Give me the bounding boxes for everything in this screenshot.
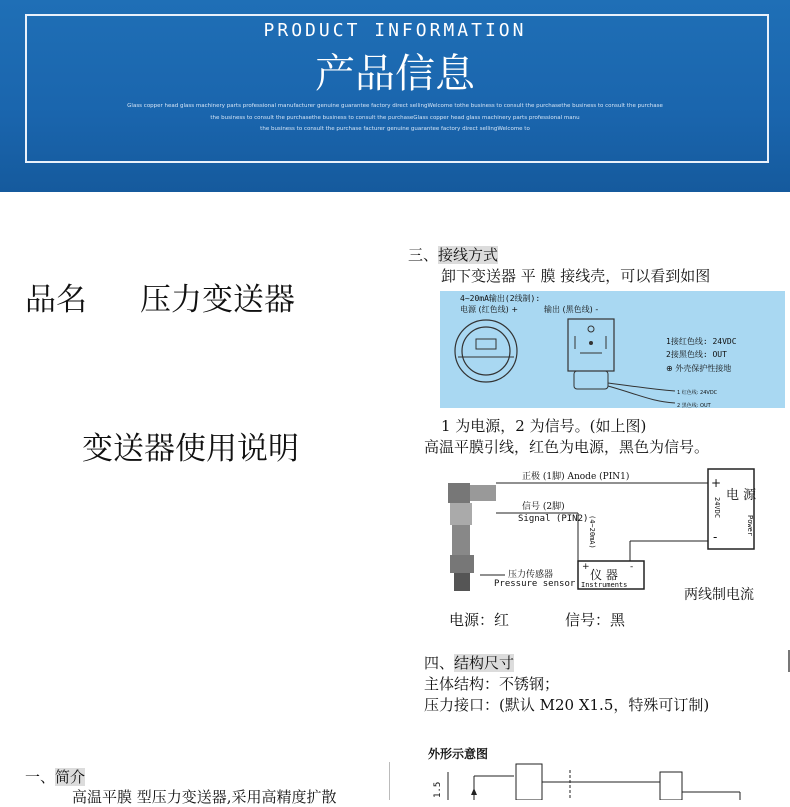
diag2-power-plus: + <box>711 476 722 490</box>
outline-drawing-svg <box>430 762 770 800</box>
wiring-heading-number: 三、 <box>408 246 439 264</box>
intro-heading <box>25 766 85 787</box>
diag1-legend-2: 2接黑色线: OUT <box>666 350 727 359</box>
wiring-line-2: 1 为电源，2 为信号。(如上图) <box>441 417 647 435</box>
diag2-signal-cn: 信号 (2脚) <box>522 502 565 512</box>
manual-title: 变送器使用说明 <box>82 431 299 467</box>
header-banner <box>0 0 790 192</box>
color-signal-text: 信号：黑 <box>565 611 626 629</box>
outline-drawing <box>430 762 770 800</box>
diag1-power-label: 电源 (红色线) + <box>460 305 519 314</box>
connector-diagram-svg <box>440 291 785 408</box>
banner-fine-text-2: the business to consult the purchasethe business to consult the purchaseGlass copper head glass machinery parts professional manu <box>210 115 580 121</box>
wiring-heading <box>408 244 498 265</box>
wiring-line-3: 高温平膜引线，红色为电源，黑色为信号。 <box>424 438 710 456</box>
diag2-two-wire: 两线制电流 <box>684 587 754 603</box>
diag2-sensor-en: Pressure sensor <box>494 579 576 589</box>
diag2-power-en: Power <box>746 515 754 537</box>
diag2-instrument-cn: 仪 器 <box>590 568 618 582</box>
column-divider <box>389 762 390 800</box>
diag1-legend-1: 1接红色线: 24VDC <box>666 337 737 346</box>
diag2-current: (4~20mA) <box>588 515 596 549</box>
outline-dimension: 1.5 <box>433 781 443 798</box>
wiring-line-1: 卸下变送器 平 膜 接线壳，可以看到如图 <box>441 267 711 285</box>
diag2-signal-en: Signal (PIN2) <box>518 514 589 524</box>
diag1-wire-2: 2 黑色线: OUT <box>677 403 711 408</box>
outline-title: 外形示意图 <box>428 747 489 761</box>
diag1-legend-3: ⊕ 外壳保护性接地 <box>666 364 732 373</box>
diag2-instrument-plus: + <box>582 562 590 572</box>
structure-heading-number: 四、 <box>424 654 455 672</box>
diag2-power-cn: 电 源 <box>726 488 757 503</box>
product-name-label: 品名 <box>25 282 87 318</box>
banner-fine-text-3: the business to consult the purchase facturer genuine guarantee factory direct sellingWelcome to <box>260 126 530 132</box>
product-name: 压力变送器 <box>140 282 295 318</box>
diag2-instrument-en: Instruments <box>581 581 628 589</box>
banner-chinese-title: 产品信息 <box>315 51 475 97</box>
color-power-text: 电源：红 <box>449 611 510 629</box>
structure-line-1: 主体结构：不锈钢； <box>424 675 560 693</box>
intro-heading-number: 一、 <box>25 768 56 786</box>
structure-heading-text: 结构尺寸 <box>454 654 515 672</box>
intro-heading-text: 简介 <box>55 768 86 786</box>
diag1-wire-1: 1 红色线: 24VDC <box>677 390 718 396</box>
intro-text: 高温平膜 型压力变送器,采用高精度扩散 <box>72 788 337 806</box>
diag2-power-minus: - <box>713 530 718 544</box>
diag2-sensor-cn: 压力传感器 <box>508 570 554 580</box>
structure-line-2: 压力接口：(默认 M20 X1.5，特殊可订制) <box>424 696 710 714</box>
wiring-diagram-circuit <box>440 465 766 605</box>
diag1-output-label: 输出 (黑色线) - <box>544 305 599 314</box>
circuit-diagram-svg <box>440 465 766 605</box>
structure-heading <box>424 652 514 673</box>
diag2-anode: 正极 (1脚) Anode (PIN1) <box>522 472 630 482</box>
banner-fine-text-1: Glass copper head glass machinery parts professional manufacturer genuine guarantee factory direct sellingWelcome tothe business to consult the purchasethe business to consult the purchase <box>127 103 663 109</box>
banner-english-title: PRODUCT INFORMATION <box>263 20 527 41</box>
wiring-diagram-connector <box>440 291 785 408</box>
diag2-instrument-minus: - <box>630 562 634 572</box>
diag1-top-label: 4~20mA输出(2线制): <box>460 294 541 303</box>
wiring-heading-text: 接线方式 <box>438 246 499 264</box>
diag2-voltage: 24VDC <box>713 497 721 519</box>
